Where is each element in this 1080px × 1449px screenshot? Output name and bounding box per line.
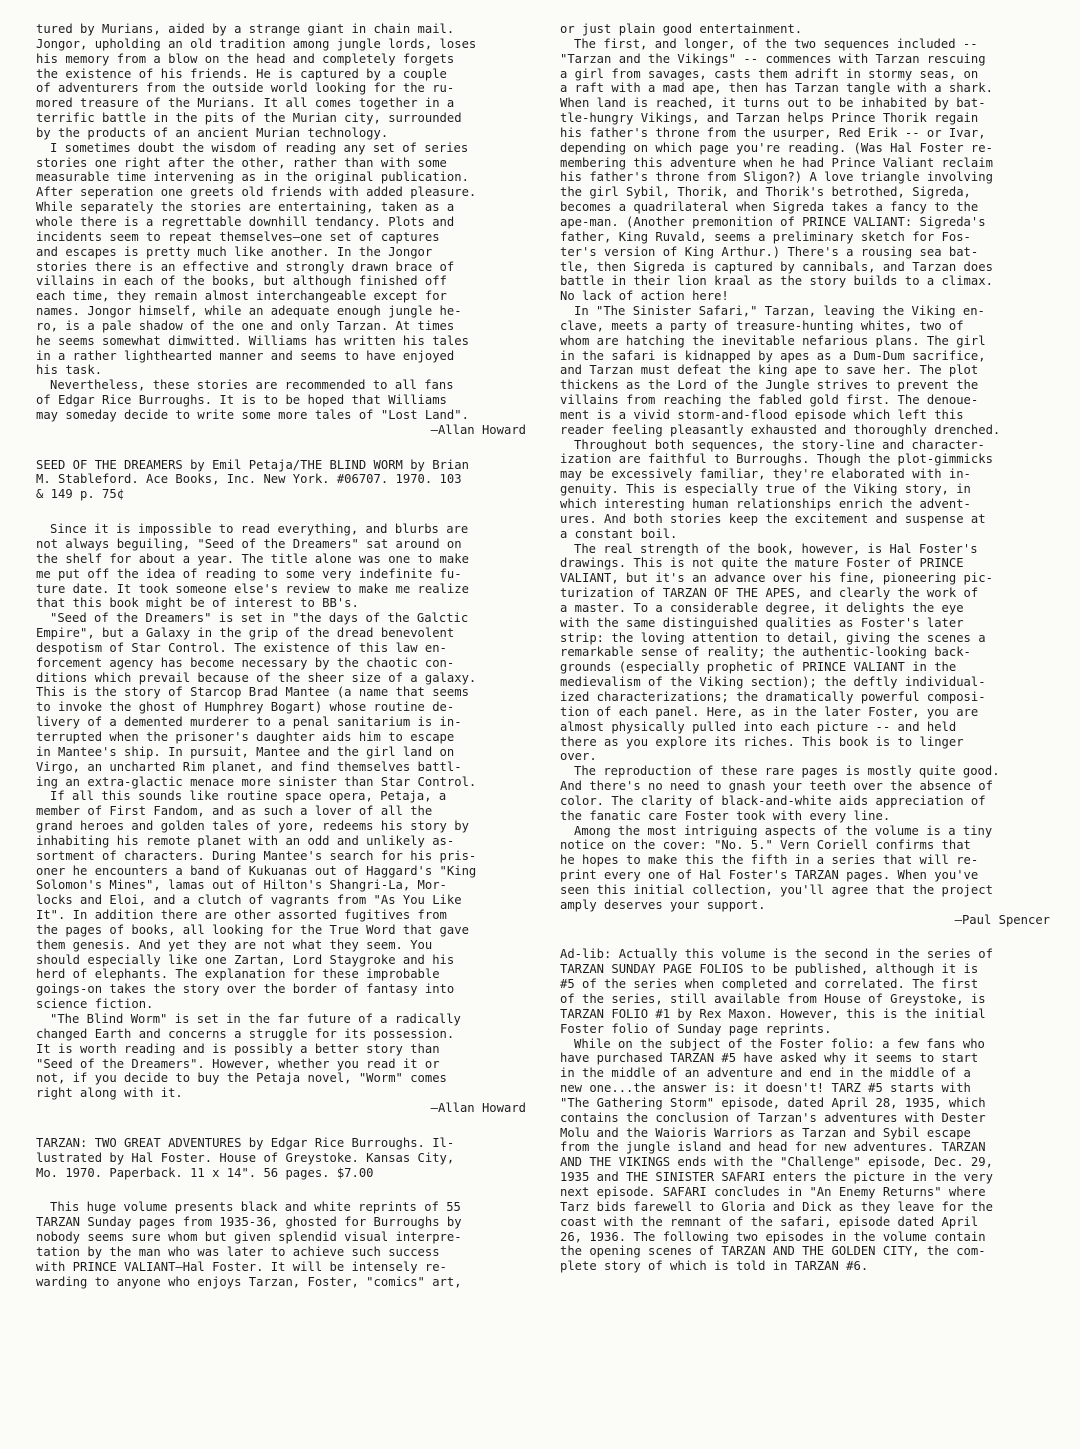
text-line: in the middle of an adventure and end in the middle of a xyxy=(560,1066,971,1081)
text-line: ditions which prevail because of the sheer size of a galaxy. xyxy=(36,670,477,685)
text-line: by the products of an ancient Murian technology. xyxy=(36,125,389,140)
text-line: membering this adventure when he had Prince Valiant reclaim xyxy=(560,155,993,170)
review-body-tarzan-two-great-adventures xyxy=(36,1200,530,1289)
text-line: from the jungle island and head for new adventures. TARZAN xyxy=(560,1140,986,1155)
text-line: And there's no need to gnash your teeth over the absence of xyxy=(560,779,993,794)
text-line: grounds (especially prophetic of PRINCE VALIANT in the xyxy=(560,660,957,675)
text-line: despotism of Star Control. The existence of this law en- xyxy=(36,640,447,655)
text-line: stories one right after the other, rather than with some xyxy=(36,155,447,170)
text-line: have purchased TARZAN #5 have asked why it seems to start xyxy=(560,1051,979,1066)
text-line: TARZAN SUNDAY PAGE FOLIOS to be published, although it is xyxy=(560,962,979,977)
text-line: 1935 and THE SINISTER SAFARI enters the picture in the very xyxy=(560,1170,993,1185)
text-line: contains the conclusion of Tarzan's adventures with Dester xyxy=(560,1110,986,1125)
text-line: mored treasure of the Murians. It all comes together in a xyxy=(36,96,455,111)
review-heading-seed-of-the-dreamers xyxy=(36,458,530,503)
text-line: Since it is impossible to read everything, and blurbs are xyxy=(50,522,469,537)
text-line: goings-on takes the story over the border of fantasy into xyxy=(36,982,455,997)
text-line: incidents seem to repeat themselves—one set of captures xyxy=(36,229,440,244)
text-line: to invoke the ghost of Humphrey Bogart) whose routine de- xyxy=(36,700,455,715)
text-line: Solomon's Mines", lamas out of Hilton's Shangri-La, Mor- xyxy=(36,878,447,893)
text-line: Tarz bids farewell to Gloria and Dick as they leave for the xyxy=(560,1199,993,1214)
text-line: ture date. It took someone else's review to make me realize xyxy=(36,581,469,596)
text-line: inhabiting his remote planet with an odd and unlikely as- xyxy=(36,833,455,848)
text-line: genuity. This is especially true of the Viking story, in xyxy=(560,482,971,497)
text-line: Virgo, an uncharted Rim planet, and find themselves battl- xyxy=(36,759,462,774)
text-line: becomes a quadrilateral when Sigreda takes a fancy to the xyxy=(560,200,979,215)
text-line: which interesting human relationships enrich the advent- xyxy=(560,497,971,511)
text-line: ment is a vivid storm-and-flood episode which left this xyxy=(560,407,964,422)
text-line: SEED OF THE DREAMERS by Emil Petaja/THE BLIND WORM by Brian xyxy=(36,457,469,472)
text-line: each time, they remain almost interchangeable except for xyxy=(36,289,447,304)
text-line: This is the story of Starcop Brad Mantee (a name that seems xyxy=(36,685,469,700)
text-line: It". In addition there are other assorted fugitives from xyxy=(36,908,447,923)
text-line: terrific battle in the pits of the Murian city, surrounded xyxy=(36,111,462,126)
text-line: "Tarzan and the Vikings" -- commences with Tarzan rescuing xyxy=(560,51,986,66)
text-line: grand heroes and golden tales of yore, redeems his story by xyxy=(36,819,469,834)
text-line: in Mantee's ship. In pursuit, Mantee and the girl land on xyxy=(36,744,455,759)
text-line: his father's throne from Sligon?) A love triangle involving xyxy=(560,170,993,185)
text-line: It is worth reading and is possibly a better story than xyxy=(36,1041,440,1056)
text-line: tion of each panel. Here, as in the later Foster, you are xyxy=(560,704,979,719)
text-line: Jongor, upholding an old tradition among jungle lords, loses xyxy=(36,36,477,51)
text-line: in the safari is kidnapped by apes as a Dum-Dum sacrifice, xyxy=(560,348,986,363)
signature-text: —Allan Howard xyxy=(430,1101,526,1116)
text-line: "Seed of the Dreamers". However, whether you read it or xyxy=(36,1056,440,1071)
text-line: TARZAN: TWO GREAT ADVENTURES by Edgar Rice Burroughs. Il- xyxy=(36,1135,455,1150)
text-line: father, King Ruvald, seems a preliminary sketch for Fos- xyxy=(560,229,971,244)
text-line: ized characterizations; the dramatically powerful composi- xyxy=(560,689,986,704)
text-line: may be excessively familiar, they're elaborated with in- xyxy=(560,467,971,482)
text-line: right along with it. xyxy=(36,1086,183,1101)
text-line: The first, and longer, of the two sequences included -- xyxy=(574,36,978,51)
text-line: measurable time intervening as in the original publication. xyxy=(36,170,469,185)
text-line: medievalism of the Viking section); the deftly individual- xyxy=(560,675,986,690)
text-line: In "The Sinister Safari," Tarzan, leaving the Viking en- xyxy=(574,304,985,319)
text-line: ro, is a pale shadow of the one and only Tarzan. At times xyxy=(36,318,455,333)
text-line: If all this sounds like routine space opera, Petaja, a xyxy=(50,789,447,804)
text-line: forcement agency has become necessary by the chaotic con- xyxy=(36,655,455,670)
text-line: member of First Fandom, and as such a lover of all the xyxy=(36,804,433,819)
text-line: ape-man. (Another premonition of PRINCE VALIANT: Sigreda's xyxy=(560,214,986,229)
review-body-seed-of-the-dreamers xyxy=(36,522,530,1101)
text-line: nobody seems sure whom but given splendid visual interpre- xyxy=(36,1230,462,1245)
text-line: stories there is an effective and strongly drawn brace of xyxy=(36,259,455,274)
text-line: not always beguiling, "Seed of the Dreamers" sat around on xyxy=(36,537,462,551)
text-line: locks and Eloi, and a clutch of vagrants from "As You Like xyxy=(36,893,462,908)
text-line: amply deserves your support. xyxy=(560,897,766,912)
text-line: turization of TARZAN OF THE APES, and clearly the work of xyxy=(560,586,979,601)
text-line: coast with the remnant of the safari, episode dated April xyxy=(560,1214,979,1229)
text-line: may someday decide to write some more tales of "Lost Land". xyxy=(36,407,469,422)
text-line: thickens as the Lord of the Jungle strives to prevent the xyxy=(560,378,979,393)
text-line: "The Gathering Storm" episode, dated April 28, 1935, which xyxy=(560,1095,986,1110)
text-line: his task. xyxy=(36,363,103,378)
text-line: terrupted when the prisoner's daughter aids him to escape xyxy=(36,729,455,744)
text-line: tured by Murians, aided by a strange giant in chain mail. xyxy=(36,22,455,36)
text-line: that this book might be of interest to BB's. xyxy=(36,596,359,611)
text-line: ter's version of King Arthur.) There's a rousing sea bat- xyxy=(560,244,979,259)
text-line: not, if you decide to buy the Petaja novel, "Worm" comes xyxy=(36,1071,447,1086)
text-line: of the series, still available from House of Greystoke, is xyxy=(560,992,986,1006)
text-line: a girl from savages, casts them adrift in stormy seas, on xyxy=(560,66,979,81)
text-line: villains in each of the books, but although finished off xyxy=(36,274,447,289)
text-line: Among the most intriguing aspects of the volume is a tiny xyxy=(574,823,993,838)
text-line: his father's throne from the usurper, Red Erik -- or Ivar, xyxy=(560,125,986,140)
text-line: them genesis. And yet they are not what they seem. You xyxy=(36,937,433,952)
text-line: seen this initial collection, you'll agree that the project xyxy=(560,882,993,897)
text-line: depending on which page you're reading. (Was Hal Foster re- xyxy=(560,140,993,155)
text-line: VALIANT, but it's an advance over his fine, pioneering pic- xyxy=(560,571,993,586)
text-line: the fanatic care Foster took with every line. xyxy=(560,808,891,823)
review-signature xyxy=(36,1101,530,1116)
text-line: This huge volume presents black and white reprints of 55 xyxy=(50,1200,461,1215)
text-line: he seems somewhat dimwitted. Williams has written his tales xyxy=(36,333,469,348)
text-line: Throughout both sequences, the story-line and character- xyxy=(574,437,985,452)
text-line: warding to anyone who enjoys Tarzan, Foster, "comics" art, xyxy=(36,1274,462,1289)
text-line: ization are faithful to Burroughs. Though the plot-gimmicks xyxy=(560,452,993,467)
text-line: strip: the loving attention to detail, giving the scenes a xyxy=(560,630,986,645)
text-line: 26, 1936. The following two episodes in the volume contain xyxy=(560,1229,986,1244)
ad-lib-note xyxy=(560,947,1054,1274)
text-line: M. Stableford. Ace Books, Inc. New York. #06707. 1970. 103 xyxy=(36,472,462,487)
text-line: "Seed of the Dreamers" is set in "the days of the Galctic xyxy=(50,611,469,626)
text-line: color. The clarity of black-and-white aids appreciation of xyxy=(560,793,986,808)
text-line: The reproduction of these rare pages is mostly quite good. xyxy=(574,764,1000,779)
text-line: TARZAN FOLIO #1 by Rex Maxon. However, this is the initial xyxy=(560,1006,986,1021)
text-line: whom are hatching the inevitable nefarious plans. The girl xyxy=(560,333,986,348)
text-line: whole there is a regrettable downhill tendancy. Plots and xyxy=(36,214,455,229)
text-line: plete story of which is told in TARZAN #6. xyxy=(560,1259,869,1274)
text-line: next episode. SAFARI concludes in "An Enemy Returns" where xyxy=(560,1184,986,1199)
text-line: print every one of Hal Foster's TARZAN pages. When you've xyxy=(560,868,979,883)
text-line: Molu and the Waioris Warriors as Tarzan and Sybil escape xyxy=(560,1125,971,1140)
text-line: "The Blind Worm" is set in the far future of a radically xyxy=(50,1012,461,1026)
text-line: Foster folio of Sunday page reprints. xyxy=(560,1021,832,1036)
text-line: herd of elephants. The explanation for these improbable xyxy=(36,967,440,982)
text-line: TARZAN Sunday pages from 1935-36, ghosted for Burroughs by xyxy=(36,1215,462,1230)
text-line: names. Jongor himself, while an adequate enough jungle he- xyxy=(36,304,462,319)
text-line: AND THE VIKINGS ends with the "Challenge" episode, Dec. 29, xyxy=(560,1155,993,1170)
text-line: #5 of the series when completed and correlated. The first xyxy=(560,977,979,992)
text-line: of adventurers from the outside world looking for the ru- xyxy=(36,81,455,96)
text-line: Empire", but a Galaxy in the grip of the dread benevolent xyxy=(36,626,455,641)
text-line: the opening scenes of TARZAN AND THE GOLDEN CITY, the com- xyxy=(560,1244,986,1259)
text-line: livery of a demented murderer to a penal sanitarium is in- xyxy=(36,715,462,730)
text-line: remarkable sense of reality; the authentic-looking back- xyxy=(560,645,971,660)
text-line: his memory from a blow on the head and completely forgets xyxy=(36,51,455,66)
text-line: and Tarzan must defeat the king ape to save her. The plot xyxy=(560,363,979,378)
text-line: the pages of books, all looking for the True Word that gave xyxy=(36,922,469,937)
text-line: notice on the cover: "No. 5." Vern Coriell confirms that xyxy=(560,838,971,853)
text-line: After seperation one greets old friends with added pleasure. xyxy=(36,185,477,200)
review-tarzan-continued xyxy=(560,22,1054,913)
text-line: tation by the man who was later to achieve such success xyxy=(36,1244,440,1259)
text-line: tle, then Sigreda is captured by cannibals, and Tarzan does xyxy=(560,259,993,274)
review-jongor-continued xyxy=(36,22,530,423)
review-heading-tarzan-two-great-adventures xyxy=(36,1136,530,1181)
text-line: of Edgar Rice Burroughs. It is to be hoped that Williams xyxy=(36,393,447,408)
left-column xyxy=(36,22,530,1290)
right-column xyxy=(560,22,1054,1274)
text-line: ing an extra-glactic menace more sinister than Star Control. xyxy=(36,774,477,789)
text-line: should especially like one Zartan, Lord Staygroke and his xyxy=(36,952,455,967)
text-line: a raft with a mad ape, then has Tarzan tangle with a shark. xyxy=(560,81,993,96)
text-line: science fiction. xyxy=(36,997,154,1012)
signature-text: —Paul Spencer xyxy=(954,912,1050,927)
text-line: lustrated by Hal Foster. House of Greystoke. Kansas City, xyxy=(36,1150,455,1165)
text-line: oner he encounters a band of Kukuanas out of Haggard's "King xyxy=(36,863,477,878)
text-line: new one...the answer is: it doesn't! TARZ #5 starts with xyxy=(560,1081,971,1096)
text-line: While separately the stories are entertaining, taken as a xyxy=(36,200,455,215)
text-line: over. xyxy=(560,749,597,764)
text-line: Ad-lib: Actually this volume is the second in the series of xyxy=(560,947,993,962)
text-line: the girl Sybil, Thorik, and Thorik's betrothed, Sigreda, xyxy=(560,185,971,200)
text-line: a constant boil. xyxy=(560,526,678,541)
text-line: a master. To a considerable degree, it delights the eye xyxy=(560,600,964,615)
text-line: the shelf for about a year. The title alone was one to make xyxy=(36,551,469,566)
text-line: While on the subject of the Foster folio: a few fans who xyxy=(574,1036,985,1051)
text-line: he hopes to make this the fifth in a series that will re- xyxy=(560,853,979,868)
text-line: sortment of characters. During Mantee's search for his pris- xyxy=(36,848,477,863)
signature-text: —Allan Howard xyxy=(430,422,526,437)
text-line: Mo. 1970. Paperback. 11 x 14". 56 pages. $7.00 xyxy=(36,1165,374,1180)
text-line: reader feeling pleasantly exhausted and thoroughly drenched. xyxy=(560,422,1001,437)
text-line: me put off the idea of reading to some very indefinite fu- xyxy=(36,566,462,581)
text-line: villains from reaching the fabled gold first. The denoue- xyxy=(560,393,979,408)
review-signature xyxy=(36,423,530,438)
text-line: and escapes is pretty much like another. In the Jongor xyxy=(36,244,433,259)
text-line: I sometimes doubt the wisdom of reading any set of series xyxy=(50,140,469,155)
text-line: & 149 p. 75¢ xyxy=(36,487,125,502)
text-line: No lack of action here! xyxy=(560,289,729,304)
text-line: the existence of his friends. He is captured by a couple xyxy=(36,66,447,81)
text-line: almost physically pulled into each picture -- and held xyxy=(560,719,957,734)
review-signature xyxy=(560,913,1054,928)
text-line: tle-hungry Vikings, and Tarzan helps Prince Thorik regain xyxy=(560,111,979,126)
text-line: battle in their lion kraal as the story builds to a climax. xyxy=(560,274,993,289)
text-line: When land is reached, it turns out to be inhabited by bat- xyxy=(560,96,986,111)
text-line: The real strength of the book, however, is Hal Foster's xyxy=(574,541,978,556)
text-line: drawings. This is not quite the mature Foster of PRINCE xyxy=(560,556,964,571)
text-line: clave, meets a party of treasure-hunting whites, two of xyxy=(560,318,964,333)
text-line: Nevertheless, these stories are recommended to all fans xyxy=(50,378,454,393)
text-line: or just plain good entertainment. xyxy=(560,22,803,36)
text-line: with the same distinguished qualities as Foster's later xyxy=(560,615,964,630)
text-line: ures. And both stories keep the excitement and suspense at xyxy=(560,511,986,526)
text-line: in a rather lighthearted manner and seems to have enjoyed xyxy=(36,348,455,363)
text-line: changed Earth and concerns a struggle for its possession. xyxy=(36,1026,455,1041)
text-line: with PRINCE VALIANT—Hal Foster. It will be intensely re- xyxy=(36,1259,447,1274)
text-line: there as you explore its riches. This book is to linger xyxy=(560,734,964,749)
